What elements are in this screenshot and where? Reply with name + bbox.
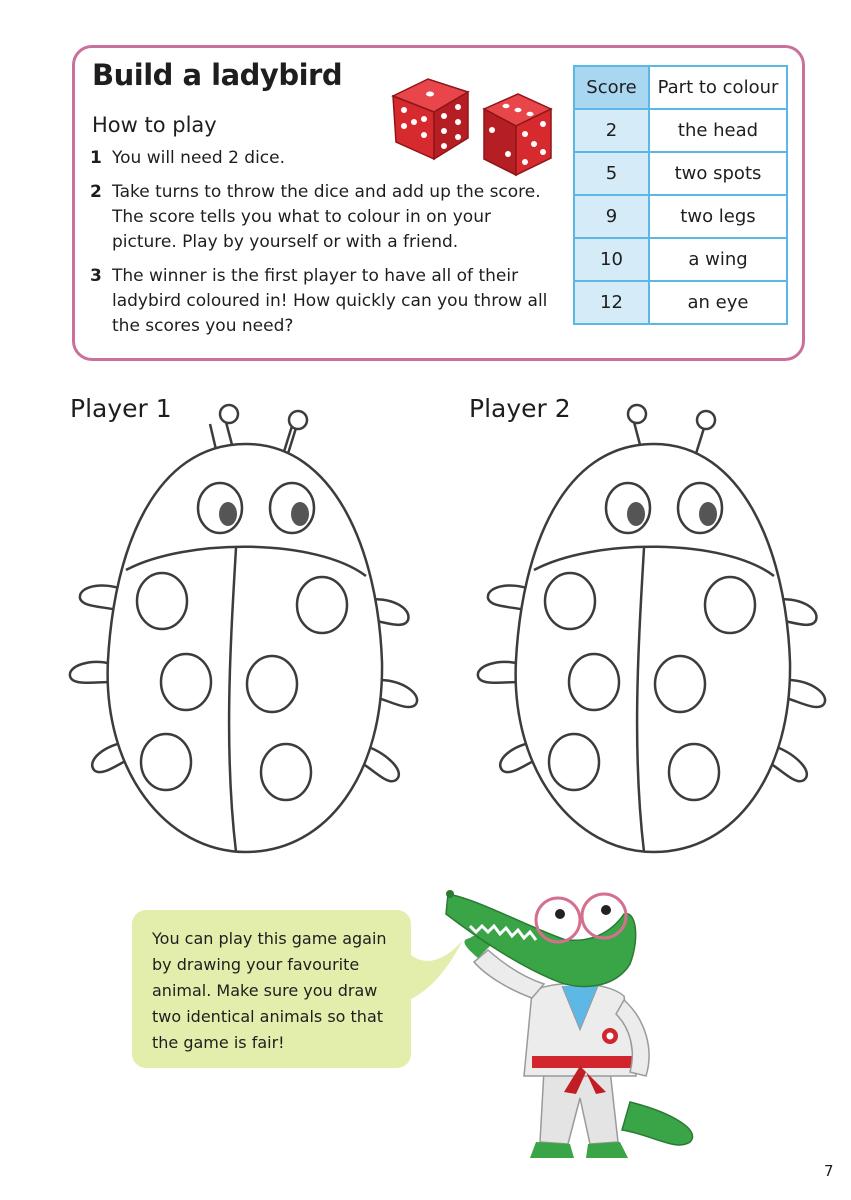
ladybird-body — [516, 444, 790, 852]
part-cell: two legs — [649, 195, 787, 238]
ladybird-spot — [655, 656, 705, 712]
score-table — [573, 65, 788, 325]
ladybird-pupil — [699, 502, 717, 526]
step-number: 2 — [90, 182, 102, 202]
table-row — [574, 152, 787, 195]
ladybird-outline-player-1[interactable] — [66, 400, 426, 860]
ladybird-antenna-tip — [220, 405, 238, 423]
column-header-part: Part to colour — [649, 66, 787, 109]
page-title: Build a ladybird — [92, 58, 343, 92]
step-item — [90, 180, 550, 255]
part-cell: a wing — [649, 238, 787, 281]
ladybird-pupil — [627, 502, 645, 526]
speech-bubble — [132, 910, 411, 1068]
dice-icon — [393, 79, 468, 159]
ladybird-spot — [297, 577, 347, 633]
column-header-score: Score — [574, 66, 649, 109]
dice-illustration — [388, 74, 558, 180]
ladybird-antenna-tip — [628, 405, 646, 423]
table-row — [574, 109, 787, 152]
ladybird-spot — [137, 573, 187, 629]
how-to-play-heading: How to play — [92, 113, 217, 137]
ladybird-pupil — [219, 502, 237, 526]
part-cell: two spots — [649, 152, 787, 195]
page-number: 7 — [824, 1162, 834, 1180]
ladybird-spot — [549, 734, 599, 790]
ladybird-leg — [378, 680, 417, 707]
ladybird-leg — [786, 680, 825, 707]
table-row — [574, 238, 787, 281]
score-cell: 2 — [574, 109, 649, 152]
ladybird-spot — [247, 656, 297, 712]
part-cell: an eye — [649, 281, 787, 324]
score-cell: 9 — [574, 195, 649, 238]
table-header-row — [574, 66, 787, 109]
ladybird-leg — [70, 662, 112, 683]
ladybird-spot — [261, 744, 311, 800]
table-row — [574, 195, 787, 238]
step-text: You will need 2 dice. — [112, 148, 286, 168]
dice-icon — [484, 94, 551, 175]
step-text: The winner is the first player to have all of their ladybird coloured in! How quickly can you throw all the scores you need? — [112, 266, 548, 336]
ladybird-spot — [669, 744, 719, 800]
step-number: 3 — [90, 266, 102, 286]
score-cell: 12 — [574, 281, 649, 324]
tip-text: You can play this game again by drawing your favourite animal. Make sure you draw two identical animals so that the game is fair! — [152, 929, 387, 1052]
player-1-label: Player 1 — [70, 394, 172, 423]
table-row — [574, 281, 787, 324]
crocodile-character-illustration — [440, 880, 710, 1170]
player-2-label: Player 2 — [469, 394, 571, 423]
part-cell: the head — [649, 109, 787, 152]
ladybird-pupil — [291, 502, 309, 526]
step-item — [90, 264, 550, 339]
step-text: Take turns to throw the dice and add up the score. The score tells you what to colour in on your picture. Play by yourself or with a friend. — [112, 182, 541, 252]
ladybird-spot — [545, 573, 595, 629]
score-cell: 10 — [574, 238, 649, 281]
score-cell: 5 — [574, 152, 649, 195]
step-number: 1 — [90, 148, 102, 168]
ladybird-spot — [141, 734, 191, 790]
ladybird-antenna-tip — [289, 411, 307, 429]
ladybird-spot — [705, 577, 755, 633]
ladybird-antenna-tip — [697, 411, 715, 429]
ladybird-spot — [161, 654, 211, 710]
ladybird-body — [108, 444, 382, 852]
ladybird-leg — [478, 662, 520, 683]
ladybird-outline-player-2[interactable] — [474, 400, 834, 860]
ladybird-spot — [569, 654, 619, 710]
